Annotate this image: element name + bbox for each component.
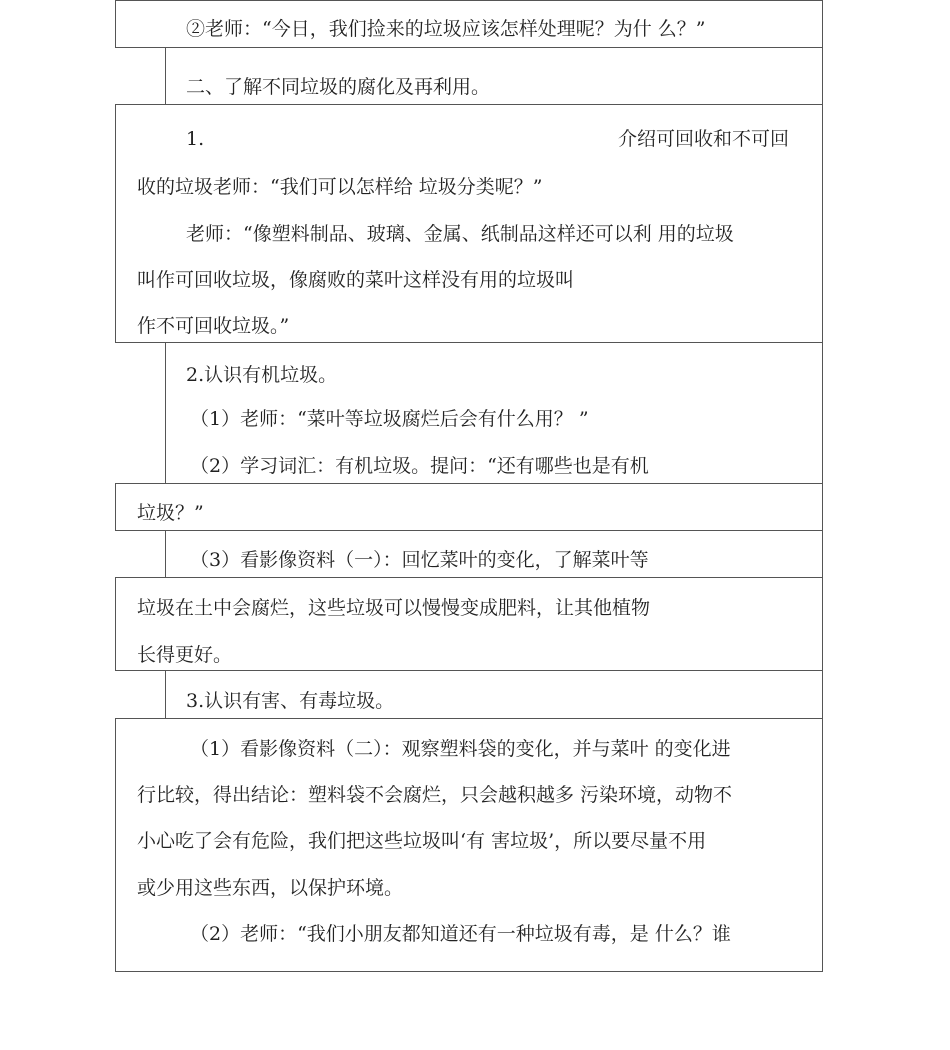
table-border-right: [822, 0, 823, 972]
table-rule: [115, 670, 823, 671]
section-heading: 二、了解不同垃圾的腐化及再利用。: [186, 76, 491, 98]
text-line: （1）看影像资料（二）：观察塑料袋的变化，并与菜叶 的变化进: [190, 738, 731, 760]
table-border-left: [165, 342, 166, 484]
text-line: 叫作可回收垃圾，像腐败的菜叶这样没有用的垃圾叫: [137, 269, 575, 291]
text-line: 老师：“像塑料制品、玻璃、金属、纸制品这样还可以利 用的垃圾: [186, 223, 734, 245]
table-rule: [115, 971, 823, 972]
table-rule: [115, 0, 823, 1]
table-border-left: [165, 530, 166, 578]
table-border-left: [115, 0, 116, 48]
table-border-left: [115, 104, 116, 343]
table-border-left: [115, 577, 116, 671]
text-line: （3）看影像资料（一）：回忆菜叶的变化，了解菜叶等: [190, 549, 649, 571]
table-rule: [115, 342, 823, 343]
text-line: ②老师：“今日，我们捡来的垃圾应该怎样处理呢？为什 么？”: [186, 18, 706, 40]
text-line: 作不可回收垃圾。”: [137, 315, 290, 337]
text-line: 小心吃了会有危险，我们把这些垃圾叫‘有 害垃圾’，所以要尽量不用: [137, 830, 707, 852]
item-number: 1.: [186, 128, 205, 150]
table-rule: [115, 530, 823, 531]
text-line: （2）学习词汇：有机垃圾。提问：“还有哪些也是有机: [190, 455, 649, 477]
table-rule: [115, 104, 823, 105]
table-rule: [115, 718, 823, 719]
text-line: 行比较，得出结论：塑料袋不会腐烂，只会越积越多 污染环境，动物不: [137, 784, 733, 806]
text-line: 垃圾在土中会腐烂，这些垃圾可以慢慢变成肥料，让其他植物: [137, 597, 651, 619]
text-line: 垃圾？”: [137, 502, 204, 524]
table-border-left: [115, 483, 116, 531]
text-line: 收的垃圾老师：“我们可以怎样给 垃圾分类呢？”: [137, 176, 543, 198]
text-line: （1）老师：“菜叶等垃圾腐烂后会有什么用？ ”: [190, 408, 589, 430]
table-border-left: [165, 670, 166, 719]
text-line: 介绍可回收和不可回: [618, 128, 790, 150]
table-rule: [115, 577, 823, 578]
table-rule: [115, 483, 823, 484]
text-line: （2）老师：“我们小朋友都知道还有一种垃圾有毒，是 什么？谁: [190, 923, 731, 945]
table-rule: [115, 47, 823, 48]
table-border-left: [115, 718, 116, 972]
table-border-left: [165, 47, 166, 105]
subsection-heading: 3.认识有害、有毒垃圾。: [186, 690, 395, 712]
text-line: 长得更好。: [137, 644, 233, 666]
text-line: 或少用这些东西，以保护环境。: [137, 877, 404, 899]
subsection-heading: 2.认识有机垃圾。: [186, 364, 338, 386]
